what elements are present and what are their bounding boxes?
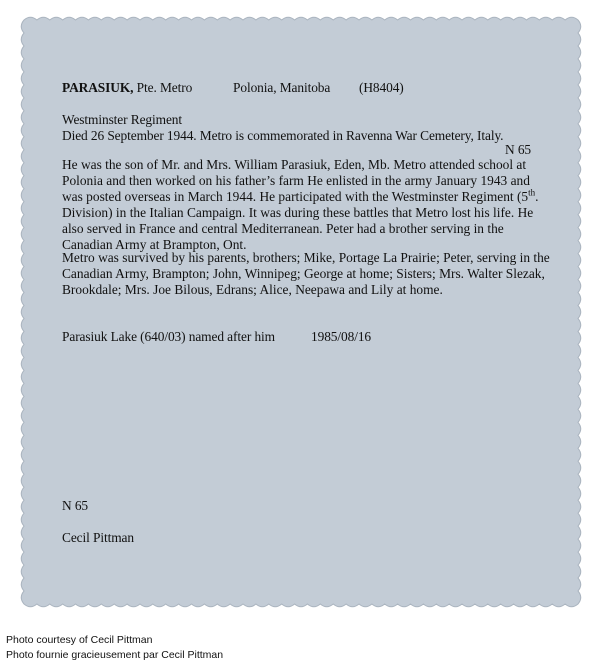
lake-naming-date: 1985/08/16: [311, 329, 372, 344]
biography-part-2: . Division) in the Italian Campaign. It was during these battles that Metro lost his life. He also served in France and central Mediterranean. Peter had a brother serving in the Canadian Army at Brampton, Ont.: [62, 189, 539, 252]
biography-part-1: He was the son of Mr. and Mrs. William Parasiuk, Eden, Mb. Metro attended school at Polonia and then worked on his father’s farm He enlisted in the army January 1943 and was posted overseas in March 1944. He participated with the Westminster Regiment (5: [62, 157, 530, 204]
death-info: Died 26 September 1944. Metro is commemorated in Ravenna War Cemetery, Italy.: [62, 128, 504, 143]
rank-name: Pte. Metro: [133, 80, 193, 95]
lake-naming: Parasiuk Lake (640/03) named after him: [62, 329, 275, 344]
survivors: Metro was survived by his parents, brothers; Mike, Portage La Prairie; Peter, serving in the Canadian Army, Brampton; John, Winnipeg; George at home; Sisters; Mrs. Walter Slezak, Brookdale; Mrs. Joe Bilous, Edrans; Alice, Neepawa and Lily at home.: [62, 250, 550, 297]
photo-credit-french: Photo fournie gracieusement par Cecil Pittman: [6, 649, 224, 661]
biography: [62, 157, 550, 253]
photo-credit-english: Photo courtesy of Cecil Pittman: [6, 634, 153, 646]
author: Cecil Pittman: [62, 530, 134, 545]
record-header: [62, 80, 192, 96]
reference-top: N 65: [505, 142, 532, 157]
biography-superscript: th: [528, 187, 536, 198]
record-id: (H8404): [359, 80, 404, 95]
regiment: Westminster Regiment: [62, 112, 183, 127]
surname: PARASIUK,: [62, 80, 134, 95]
reference-bottom: N 65: [62, 498, 89, 513]
place: Polonia, Manitoba: [233, 80, 331, 95]
